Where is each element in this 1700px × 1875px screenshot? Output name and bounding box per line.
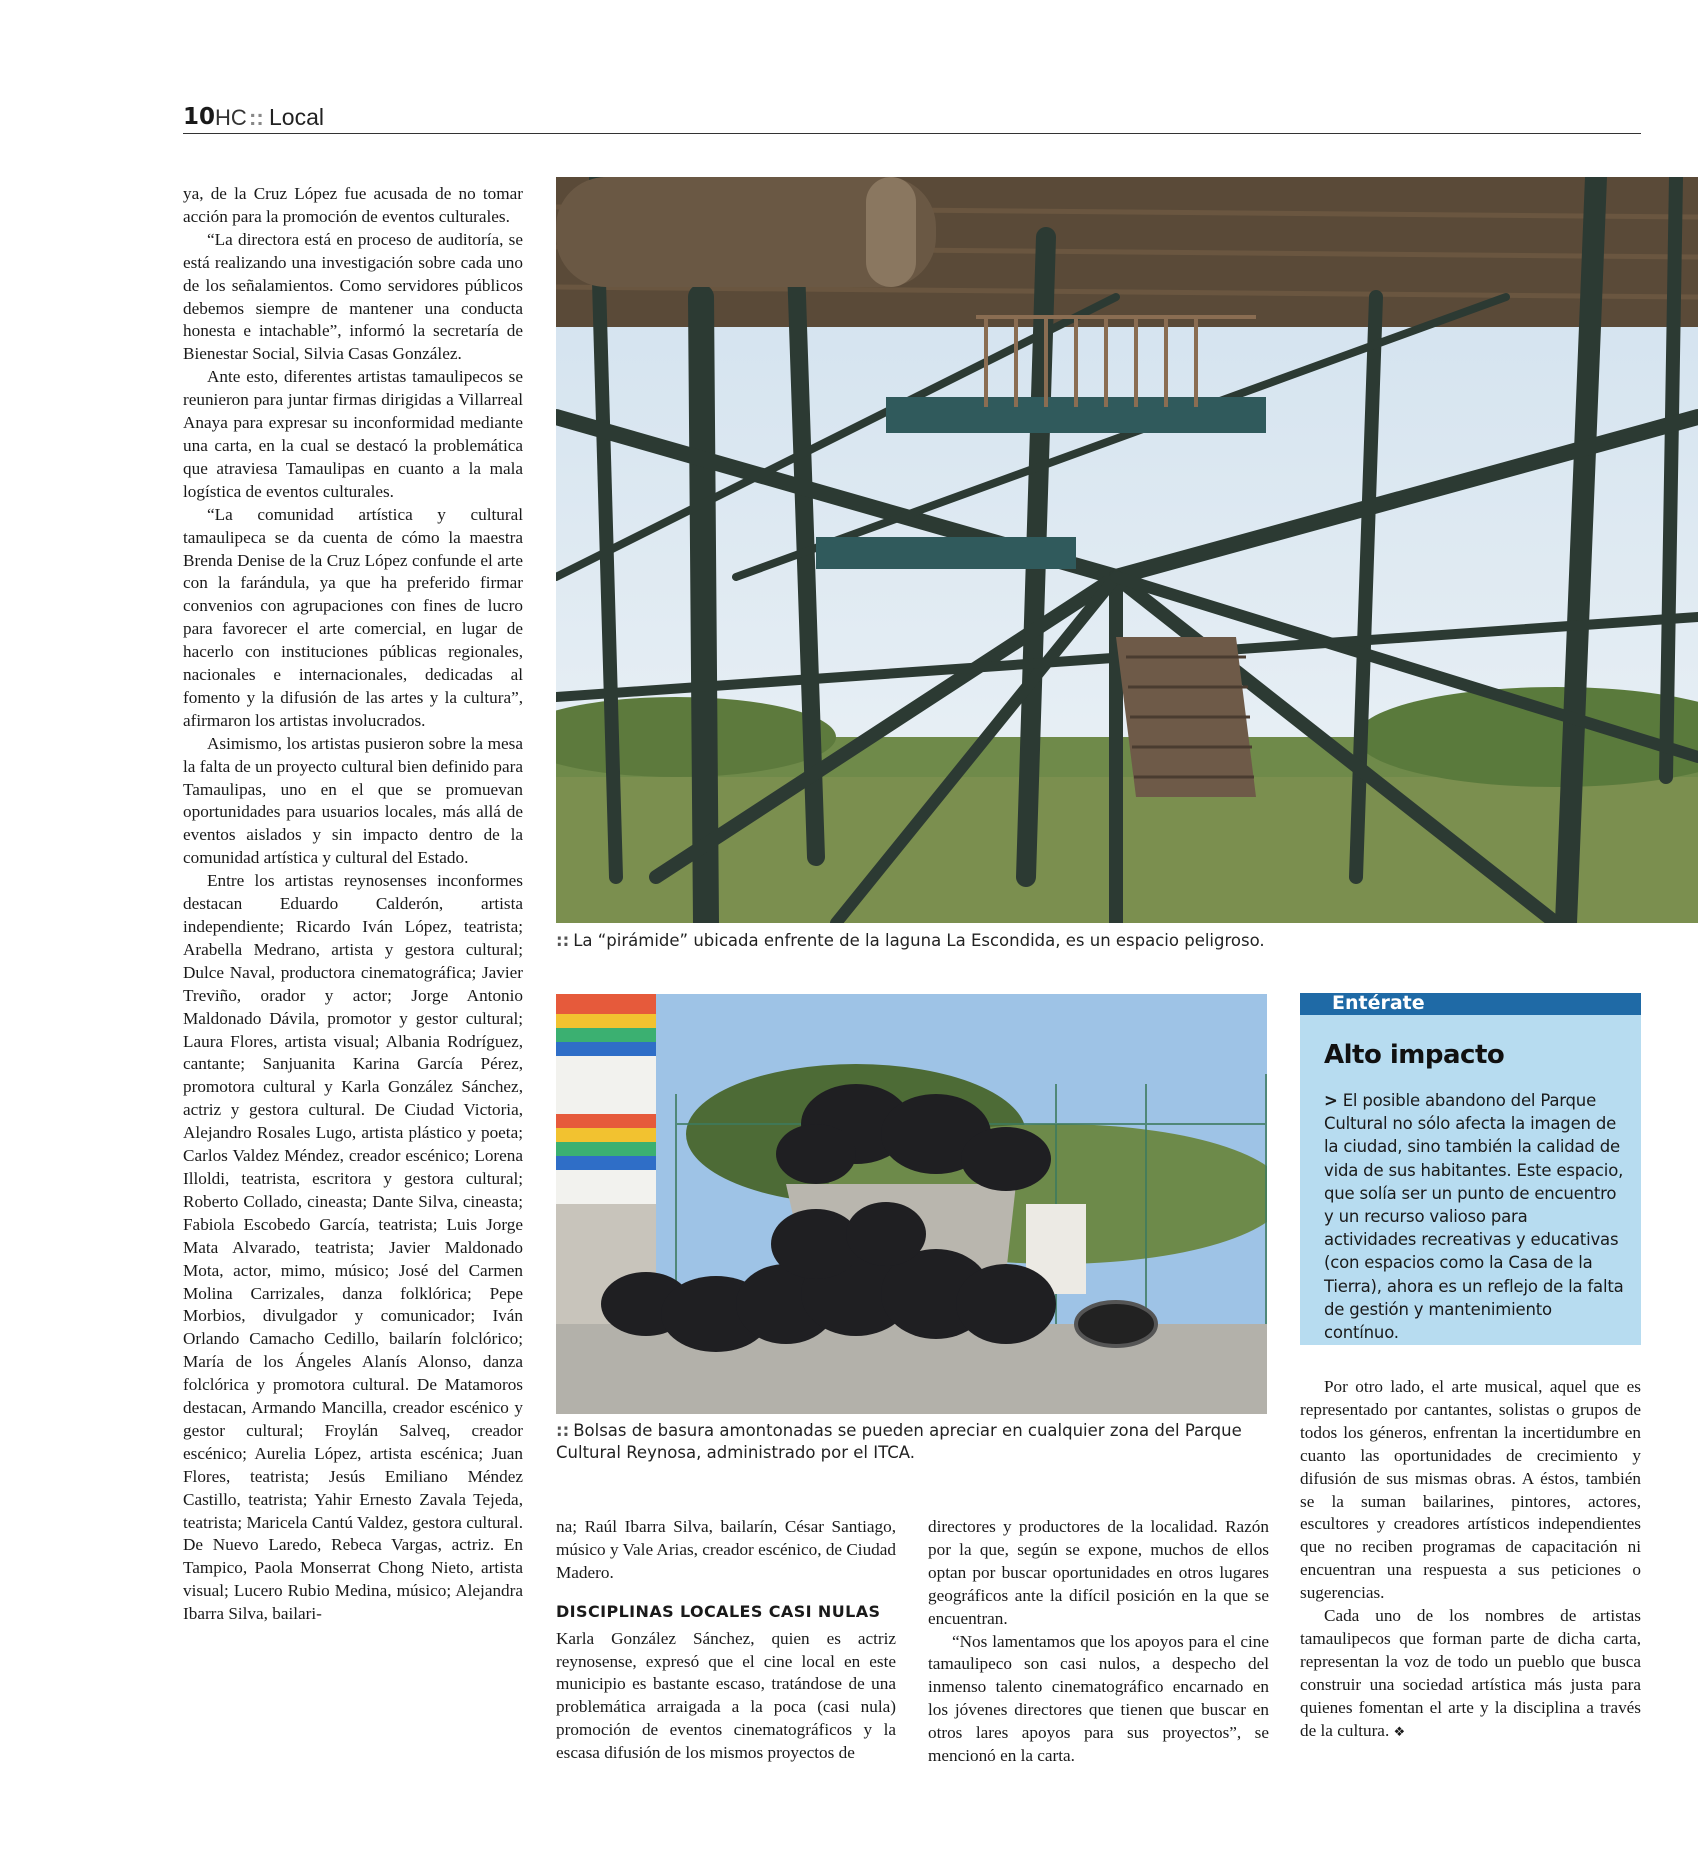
photo-caption-2 — [556, 1420, 1267, 1464]
article-column-3 — [928, 1516, 1269, 1768]
paragraph: na; Raúl Ibarra Silva, bailarín, César Santiago, músico y Vale Arias, creador escénico, de Ciudad Madero. — [556, 1517, 896, 1582]
sidebar-tab — [1300, 993, 1641, 1015]
paragraph: Por otro lado, el arte musical, aquel que es representado por cantantes, solistas o grupos de todos los géneros, enfrentan la incertidumbre en cuanto las oportunidades de crecimiento y difusión de sus mismas obras. A éstos, también se la suman bailarines, pintores, actores, escultores y creadores artísticos independientes que no reciben programas de capacitación ni encuentran una respuesta a sus peticiones o sugerencias. — [1300, 1377, 1641, 1603]
article-column-1 — [183, 183, 523, 1626]
sidebar-bullet: > — [1324, 1091, 1338, 1110]
paragraph: Ante esto, diferentes artistas tamaulipecos se reunieron para juntar firmas dirigidas a Villarreal Anaya para expresar su inconformidad mediante una carta, en la cual se destacó la problemática que atraviesa Tamaulipas en cuanto a la mala logística de eventos culturales. — [183, 367, 523, 501]
article-column-4 — [1300, 1376, 1641, 1745]
page-number: 10 — [183, 104, 216, 130]
sidebar-tab-label: Entérate — [1332, 992, 1425, 1014]
paragraph: Entre los artistas reynosenses inconformes destacan Eduardo Calderón, artista independiente; Ricardo Iván López, teatrista; Arabella Medrano, artista y gestora cultural; Dulce Naval, productora cinematográfica; Javier Treviño, orador y actor; Jorge Antonio Maldonado Dávila, promotor y gestor cultural; Laura Flores, artista visual; Albania Rodríguez, cantante; Sanjuanita Karina García Pérez, promotora cultural y Karla González Sánchez, actriz y gestora cultural. De Ciudad Victoria, Alejandro Rosales Lugo, artista plástico y poeta; Carlos Valdez Méndez, creador escénico; Lorena Illoldi, teatrista, escritora y gestora cultural; Roberto Collado, cineasta; Dante Silva, cineasta; Fabiola Escobedo García, teatrista; Luis Jorge Mata Alvarado, teatrista; Javier Maldonado Mota, actor, mimo, músico; José del Carmen Molina Carrizales, danza folklórica; Pepe Morbios, divulgador y comunicador; Iván Orlando Camacho Cedillo, bailarín folclórico; María de los Ángeles Alanís Alonso, danza folclórica y promotora cultural. De Matamoros destacan, Armando Mancilla, creador escénico y gestor cultural; Froylán Salveq, creador escénico; Aurelia López, artista escénica; Juan Flores, teatrista; Jesús Emiliano Méndez Castillo, teatrista; Yahir Ernesto Zavala Tejeda, teatrista; Maricela Cantú Valdez, gestora cultural. De Nuevo Laredo, Rebeca Vargas, actriz. En Tampico, Paola Monserrat Chong Nieto, artista visual; Lucero Rubio Medina, músico; Alejandra Ibarra Silva, bailari- — [183, 871, 523, 1624]
caption-text: Bolsas de basura amontonadas se pueden apreciar en cualquier zona del Parque Cultural Reynosa, administrado por el ITCA. — [556, 1421, 1242, 1462]
pyramid-structure-illustration — [556, 177, 1698, 923]
photo-caption-1 — [556, 930, 1656, 952]
sidebar-body — [1324, 1089, 1624, 1344]
section-name: Local — [269, 104, 324, 130]
paragraph: Asimismo, los artistas pusieron sobre la mesa la falta de un proyecto cultural bien definido para Tamaulipas, uno en el que se promuevan oportunidades para usuarios locales, más allá de eventos aislados y sin impacto dentro de la comunidad artística y cultural del Estado. — [183, 733, 523, 868]
header-separator: :: — [249, 105, 264, 130]
caption-mark: :: — [556, 1421, 570, 1440]
paragraph: “Nos lamentamos que los apoyos para el cine tamaulipeco son casi nulos, a despecho del inmenso talento cinematográfico encarnado en los jóvenes directores que tienen que buscar en otros lares apoyos para sus proyectos”, se mencionó en la carta. — [928, 1631, 1269, 1766]
end-mark-icon: ❖ — [1393, 1724, 1406, 1740]
pyramid-structure-photo — [556, 177, 1698, 923]
caption-mark: :: — [556, 931, 570, 950]
sidebar-text: El posible abandono del Parque Cultural no sólo afecta la imagen de la ciudad, sino también la calidad de vida de sus habitantes. Este espacio, que solía ser un punto de encuentro y un recurso valioso para actividades recreativas y educativas (con espacios como la Casa de la Tierra), ahora es un reflejo de la falta de gestión y mantenimiento contínuo. — [1324, 1091, 1624, 1343]
enterate-sidebar — [1300, 993, 1641, 1345]
paragraph: “La directora está en proceso de auditoría, se está realizando una investigación sobre cada uno de los señalamientos. Como servidores públicos debemos siempre de mantener una conducta honesta e intachable”, informó la secretaría de Bienestar Social, Silvia Casas González. — [183, 229, 523, 364]
trash-bags-photo — [556, 994, 1267, 1414]
trash-bags-illustration — [556, 994, 1267, 1414]
page-header — [183, 104, 1641, 134]
section-subhead: DISCIPLINAS LOCALES CASI NULAS — [556, 1601, 881, 1621]
paragraph — [1300, 1605, 1641, 1744]
paragraph: directores y productores de la localidad. Razón por la que, según se expone, muchos de ellos optan por buscar oportunidades en otros lugares geográficos ante la difícil posición en la que se encuentran. — [928, 1517, 1269, 1628]
paragraph: “La comunidad artística y cultural tamaulipeca se da cuenta de cómo la maestra Brenda Denise de la Cruz López confunde el arte con la farándula, ya que ha preferido firmar convenios con agrupaciones con fines de lucro para favorecer el arte comercial, en lugar de hacerlo con instituciones públicas regionales, nacionales e internacionales, dedicadas al fomento y la difusión de las artes y la cultura”, afirmaron los artistas involucrados. — [183, 504, 523, 730]
paragraph-text: Cada uno de los nombres de artistas tamaulipecos que forman parte de dicha carta, representan la voz de todo un pueblo que busca construir una sociedad artística más justa para quienes fomentan el arte y la disciplina a través de la cultura. — [1300, 1606, 1641, 1740]
publication-name: HC — [215, 105, 247, 130]
sidebar-title: Alto impacto — [1324, 1040, 1505, 1070]
caption-text: La “pirámide” ubicada enfrente de la laguna La Escondida, es un espacio peligroso. — [573, 931, 1265, 950]
paragraph: ya, de la Cruz López fue acusada de no tomar acción para la promoción de eventos culturales. — [183, 184, 523, 226]
article-column-2 — [556, 1516, 896, 1765]
paragraph: Karla González Sánchez, quien es actriz reynosense, expresó que el cine local en este municipio es bastante escaso, tratándose de una problemática arraigada a la poca (casi nula) promoción de eventos cinematográficos y la escasa difusión de los mismos proyectos de — [556, 1628, 896, 1763]
